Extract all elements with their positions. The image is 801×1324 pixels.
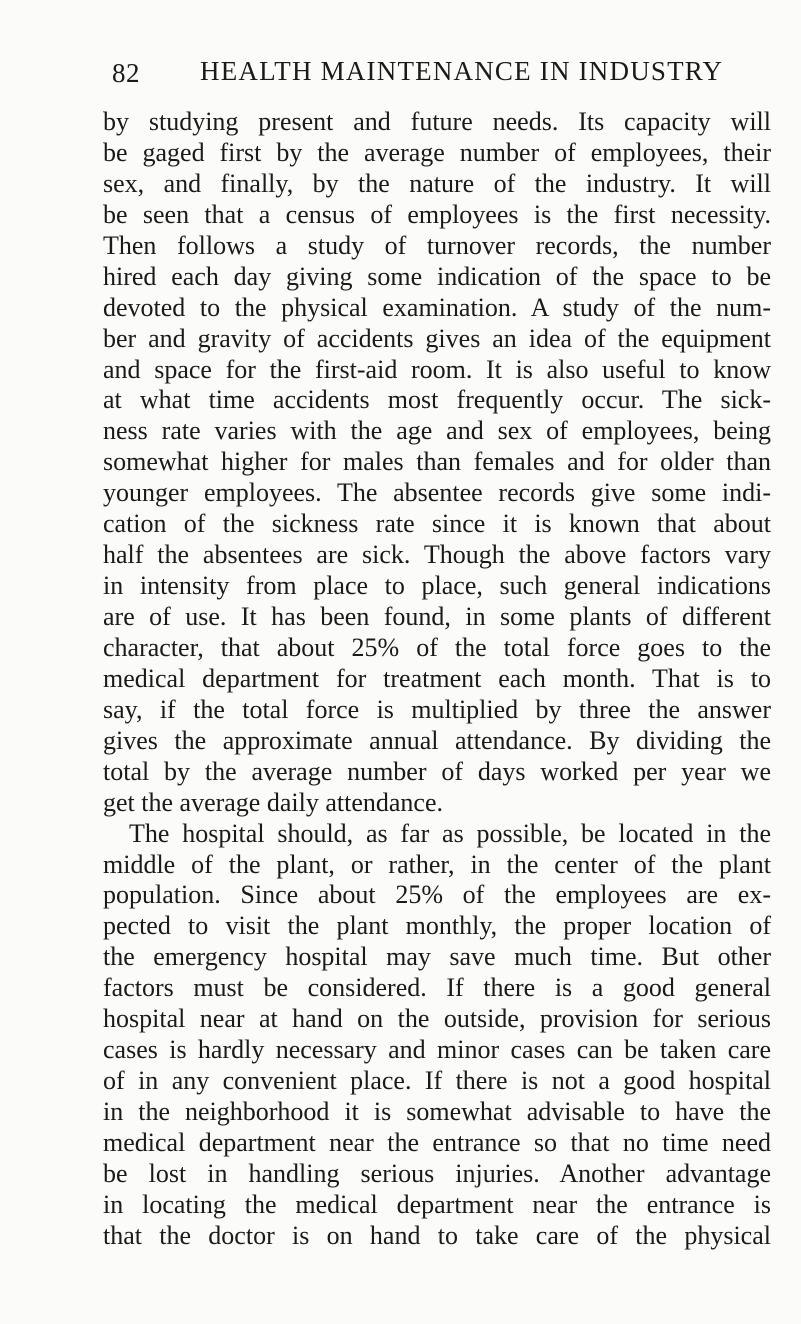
text-line: be lost in handling serious injuries. Another advantage — [103, 1158, 771, 1188]
text-line: population. Since about 25% of the employees are ex- — [103, 880, 771, 910]
text-line: cases is hardly necessary and minor cases can be taken care — [103, 1035, 771, 1065]
text-line: in locating the medical department near the entrance is — [103, 1189, 771, 1219]
text-line: Then follows a study of turnover records, the number — [103, 230, 771, 260]
text-line: ness rate varies with the age and sex of employees, being — [103, 416, 771, 446]
text-line: cation of the sickness rate since it is known that about — [103, 509, 771, 539]
text-line: somewhat higher for males than females and for older than — [103, 447, 771, 477]
text-line: ber and gravity of accidents gives an idea of the equipment — [103, 323, 771, 353]
text-line: pected to visit the plant monthly, the proper location of — [103, 911, 771, 941]
text-line: medical department near the entrance so that no time need — [103, 1127, 771, 1157]
running-head: HEALTH MAINTENANCE IN INDUSTRY — [200, 56, 724, 86]
text-line: at what time accidents most frequently occur. The sick- — [103, 385, 771, 415]
text-line: in intensity from place to place, such general indications — [103, 571, 771, 601]
page-number: 82 — [112, 58, 140, 88]
text-line: and space for the first-aid room. It is also useful to know — [103, 354, 771, 384]
text-line: younger employees. The absentee records give some indi- — [103, 478, 771, 508]
text-line: sex, and finally, by the nature of the industry. It will — [103, 168, 771, 198]
text-line: gives the approximate annual attendance. By dividing the — [103, 725, 771, 755]
text-line: The hospital should, as far as possible, be located in the — [129, 818, 771, 848]
text-line: say, if the total force is multiplied by three the answer — [103, 694, 771, 724]
text-line: character, that about 25% of the total force goes to the — [103, 632, 771, 662]
text-line: that the doctor is on hand to take care of the physical — [103, 1220, 771, 1250]
page-header — [112, 56, 724, 90]
text-line: be gaged first by the average number of employees, their — [103, 137, 771, 167]
text-line: of in any convenient place. If there is not a good hospital — [103, 1066, 771, 1096]
text-line: devoted to the physical examination. A study of the num- — [103, 292, 771, 322]
text-line: get the average daily attendance. — [103, 787, 443, 817]
paragraph-2 — [103, 819, 771, 1252]
text-line: are of use. It has been found, in some plants of different — [103, 602, 771, 631]
body-text — [103, 107, 771, 1252]
text-line: half the absentees are sick. Though the above factors vary — [103, 540, 771, 570]
text-line: be seen that a census of employees is the first necessity. — [103, 199, 771, 229]
text-line: by studying present and future needs. Its capacity will — [103, 107, 771, 136]
text-line: medical department for treatment each month. That is to — [103, 663, 771, 693]
text-line: hospital near at hand on the outside, provision for serious — [103, 1004, 771, 1034]
text-line: total by the average number of days worked per year we — [103, 756, 771, 786]
text-line: middle of the plant, or rather, in the center of the plant — [103, 849, 771, 879]
text-line: hired each day giving some indication of the space to be — [103, 261, 771, 291]
text-line: the emergency hospital may save much time. But other — [103, 942, 771, 972]
paragraph-1 — [103, 107, 771, 819]
text-line: factors must be considered. If there is a good general — [103, 973, 771, 1003]
text-line: in the neighborhood it is somewhat advisable to have the — [103, 1097, 771, 1126]
